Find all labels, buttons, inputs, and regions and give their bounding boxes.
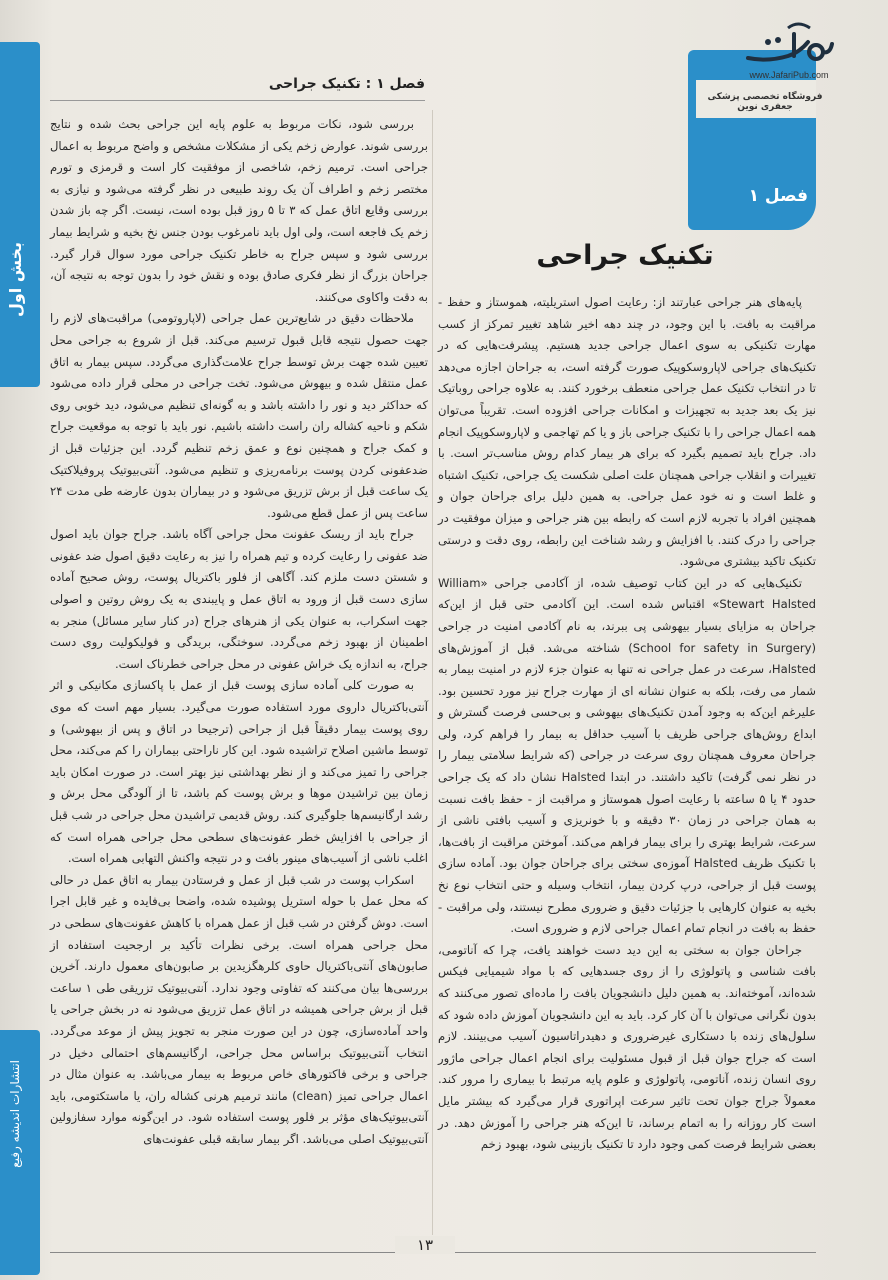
chapter-title: تکنیک جراحی <box>536 240 714 271</box>
paragraph: به صورت کلی آماده سازی پوست قبل از عمل با پاکسازی مکانیکی و اثر آنتی‌باکتریال داروی مورد استفاده صورت می‌گیرد. بسیار مهم است که موی روی پوست بیمار دقیقاً قبل از جراحی (ترجیحا در اتاق و پس از بیهوشی) و توسط ماشین اصلاح تراشیده شود. این کار ناراحتی بیماران را کم می‌کند، محل جراحی را تمیز می‌کند و از نظر بهداشتی نیز بهتر است. در صورت امکان باید زمان بین تراشیدن موها و برش پوست کم باشد، تا از آلودگی محل برش و رشد ارگانیسم‌ها جلوگیری کند. روش قدیمی تراشیدن محل جراحی در شب قبل از جراحی با افزایش خطر عفونت‌های سطحی محل جراحی همراه است که اغلب ناشی از آسیب‌های مینور بافت و در نتیجه واکنش التهابی همراه است. <box>50 678 428 866</box>
paragraph: بررسی شود، نکات مربوط به علوم پایه این جراحی بحث شده و نتایج بررسی شوند. عوارض زخم یکی از مشکلات مشخص و واضح مربوط به اعمال جراحی است. ترمیم زخم، شاخصی از موفقیت کار است و قرمزی و تورم مختصر زخم و اطراف آن یک روند طبیعی در نظر گرفته می‌شود و نیازی به بررسی وقایع اتاق عمل که ۳ تا ۵ روز قبل بوده است، نیست. اگر چه باز شدن زخم یک فاجعه است، ولی اول باید نامرغوب بودن جنس نخ بخیه و شرایط بیمار بررسی شود و سپس جراح به خاطر تکنیک جراحی مورد سوال قرار گیرد. جراحان بزرگ از نظر فکری صادق بوده و نقش خود را بدون توجه به نتیجه آن، به دقت واکاوی می‌کنند. <box>50 117 428 304</box>
paragraph: پایه‌های هنر جراحی عبارتند از: رعایت اصول استریلیته، هموستاز و حفظ - مراقبت به بافت. با این وجود، در چند دهه اخیر شاهد تغییر تمرکز از کسب مهارت تکنیکی به سوی اعمال جراحی جدید هستیم. پیشرفت‌هایی که در تکنیک‌های جراحی لاپاروسکوپیک صورت گرفته است، به جراحان اجازه می‌دهد تا در انتخاب تکنیک عمل جراحی منعطف برخورد کنند. به علاوه جراحی روباتیک نیز یک بعد جدید به تجهیزات و امکانات جراحی افزوده است. تقریباً می‌توان همه اعمال جراحی را با تکنیک جراحی باز و یا کم تهاجمی و لاپاروسکوپیک انجام داد. جراح باید تصمیم بگیرد که برای هر بیمار کدام روش مناسب‌تر است. با تغییرات و انقلاب جراحی همچنان علت اصلی شکست یک جراحی، تکنیک اشتباه و غلط است و نه خود عمل جراحی. به همین دلیل برای جراحان جوان و همچنین افراد با تجربه لازم است که رابطه بین هنر جراحی و میزان موفقیت در جراحی را درک کنند. با افزایش و رشد شناخت این رابطه، روی دقت و درستی تکنیک تاکید بیشتری می‌شود. <box>438 295 816 569</box>
paragraph: جراح باید از ریسک عفونت محل جراحی آگاه باشد. جراح جوان باید اصول ضد عفونی را رعایت کرده و تیم همراه را نیز به رعایت دقیق اصول ضد عفونی و شستن دست ملزم کند. آگاهی از فلور باکتریال پوست، روش صحیح آماده سازی دست قبل از ورود به اتاق عمل و پایبندی به یک روش روتین و اصولی جهت اسکراب، به عنوان یکی از هنرهای جراح (در کنار سایر مسائل) منجر به اطمینان از بهبود زخم می‌گردد. سوختگی، بریدگی و فولیکولیت روی دست جراح، به اندازه یک خراش عفونی در محل جراحی خطرناک است. <box>50 527 428 671</box>
section-tab <box>0 42 40 387</box>
paragraph: تکنیک‌هایی که در این کتاب توصیف شده، از آکادمی جراحی «William Stewart Halsted» اقتباس شده است. این آکادمی حتی قبل از این‌که جراحان به مزایای بسیار بیهوشی پی ببرند، به نام آکادمی امنیت در جراحی (School for safety in Surgery) شناخته می‌شد. قبل از آموزش‌های Halsted، سرعت در عمل جراحی نه تنها به عنوان جزء لازم در امنیت بیمار به شمار می رفت، بلکه به عنوان نشانه ای از مهارت جراح نیز مورد تحسین بود. علیرغم این‌که به وجود آمدن تکنیک‌های بیهوشی و بی‌حسی فرصت گسترش و ابداع روش‌های جراحی ظریف با آسیب حداقل به بیمار را فراهم کرد، ولی جراحان معروف همچنان روی سرعت در جراحی (که شرایط سلامتی بیمار را در نظر نمی گرفت) تاکید داشتند. در ابتدا Halsted نشان داد که یک جراحی حدود ۴ یا ۵ ساعته با رعایت اصول هموستاز و مراقبت از - حفظ بافت نسبت به همان جراحی در زمان ۳۰ دقیقه و با خونریزی و آسیب بافتی ناشی از سرعت، شرایط بهتری را برای بیمار فراهم می‌کند. آموختن مراقبت از بافت‌ها، با تکنیک ظریف Halsted آموزه‌ی سختی برای جراحان جوان بود. آماده سازی پوست قبل از جراحی، درپ کردن بیمار، انتخاب وسیله و حتی انتخاب نوع نخ بخیه به عنوان کارهایی با جزئیات دقیق و ضروری مطرح نیستند، ولی مراقبت - حفظ به بافت در انجام تمام اعمال جراحی لازم و ضروری است. <box>438 575 816 936</box>
chapter-badge-label: فصل ۱ <box>748 186 808 206</box>
left-column <box>50 114 428 1151</box>
publisher-url: www.JafariPub.com <box>749 70 829 80</box>
paragraph: ملاحظات دقیق در شایع‌ترین عمل جراحی (لاپاروتومی) مراقبت‌های لازم را جهت حصول نتیجه قابل قبول ترسیم می‌کند. قبل از شروع به جراحی محل تعیین شده جهت برش توسط جراح علامت‌گذاری می‌گردد. سپس بیمار به اتاق عمل منتقل شده و بیهوش می‌شود. تخت جراحی در محلی قرار داده می‌شود که حداکثر دید و نور را داشته باشد و به گونه‌ای تنظیم می‌شود، دید خوبی روی شکم و ناحیه کشاله ران راست داشته باشیم. نور باید با توجه به موقعیت جراح و کمک جراح و همچنین نوع و عمق زخم تنظیم گردد. این جزئیات قبل از ضدعفونی کردن پوست برنامه‌ریزی و تنظیم می‌شود. آنتی‌بیوتیک پروفیلاکتیک یک ساعت قبل از برش تزریق می‌شود و در بیماران بدون عارضه طی مدت ۲۴ ساعت پس از عمل قطع می‌شود. <box>50 311 428 520</box>
publisher-logo-icon <box>738 18 838 70</box>
paragraph: جراحان جوان به سختی به این دید دست خواهند یافت، چرا که آناتومی، بافت شناسی و پاتولوژی را از روی جسدهایی که با مواد شیمیایی فیکس شده‌اند، آموخته‌اند. به همین دلیل دانشجویان بافت را ماده‌ای تصور می‌کنند که بدون نگرانی می‌توان با آن کار کرد. باید به این دانشجویان آموزش داده شود که سلول‌های زنده با دستکاری غیرضروری و دهیدراتاسیون آسیب می‌بینند. لازم است که جراح جوان قبل از قبول مسئولیت برای انجام اعمال جراحی ماژور روی انسان زنده، آناتومی، پاتولوژی و علوم پایه مرتبط با بیماری را مرور کند. معمولاً جراح جوان تحت تاثیر سرعت اپراتوری قرار می‌گیرد که بیشتر مایل است کار روزانه را به اتمام برساند، تا این‌که هنر جراحی را آموزش دهد. در بعضی شرایط فرصت کمی وجود دارد تا تکنیک بازبینی شود، بهبود زخم <box>438 942 816 1152</box>
publisher-tab <box>0 1030 40 1275</box>
section-tab-label: بخش اول <box>6 242 25 318</box>
header-divider <box>50 100 425 101</box>
page-number: ۱۳ <box>395 1236 455 1254</box>
publisher-subtitle: فروشگاه تخصصی پزشکی جعفری نوین <box>707 92 823 112</box>
running-header: فصل ۱ : تکنیک جراحی <box>268 76 425 92</box>
right-column <box>438 292 816 1156</box>
column-divider <box>432 110 433 1235</box>
publisher-tab-label: انتشارات اندیشه رفیع <box>8 1060 22 1168</box>
paragraph: اسکراب پوست در شب قبل از عمل و فرستادن بیمار به اتاق عمل در حالی که محل عمل با حوله استریل پوشیده شده، واضحا بی‌فایده و غیر قابل اجرا است. دوش گرفتن در شب قبل از عمل همراه با کاهش عفونت‌های سطحی در محل جراحی همراه است. برخی نظرات تأکید بر ارجحیت استفاده از صابون‌های آنتی‌باکتریال حاوی کلرهگزیدین بر صابون‌های معمول دارند. آخرین بررسی‌ها بیان می‌کنند که تفاوتی وجود ندارد. آنتی‌بیوتیک تزریقی طی ۱ ساعت قبل از برش جراحی همیشه در اتاق عمل تزریق می‌شود نه در بخش جراحی یا واحد آماده‌سازی، چون در این صورت منجر به تجویز پیش از موعد می‌گردد. انتخاب آنتی‌بیوتیک براساس محل جراحی، ارگانیسم‌های احتمالی دخیل در جراحی و برخی فاکتورهای خاص مربوط به بیمار می‌باشد. به عنوان مثال در اعمال جراحی تمیز (clean) مانند ترمیم هرنی کشاله ران، یا ماستکتومی، باید آنتی‌بیوتیک‌های مؤثر بر فلور پوست استفاده شود. در این‌گونه موارد سفازولین آنتی‌بیوتیک اصلی می‌باشد. اگر بیمار سابقه قبلی عفونت‌های <box>50 872 429 1146</box>
